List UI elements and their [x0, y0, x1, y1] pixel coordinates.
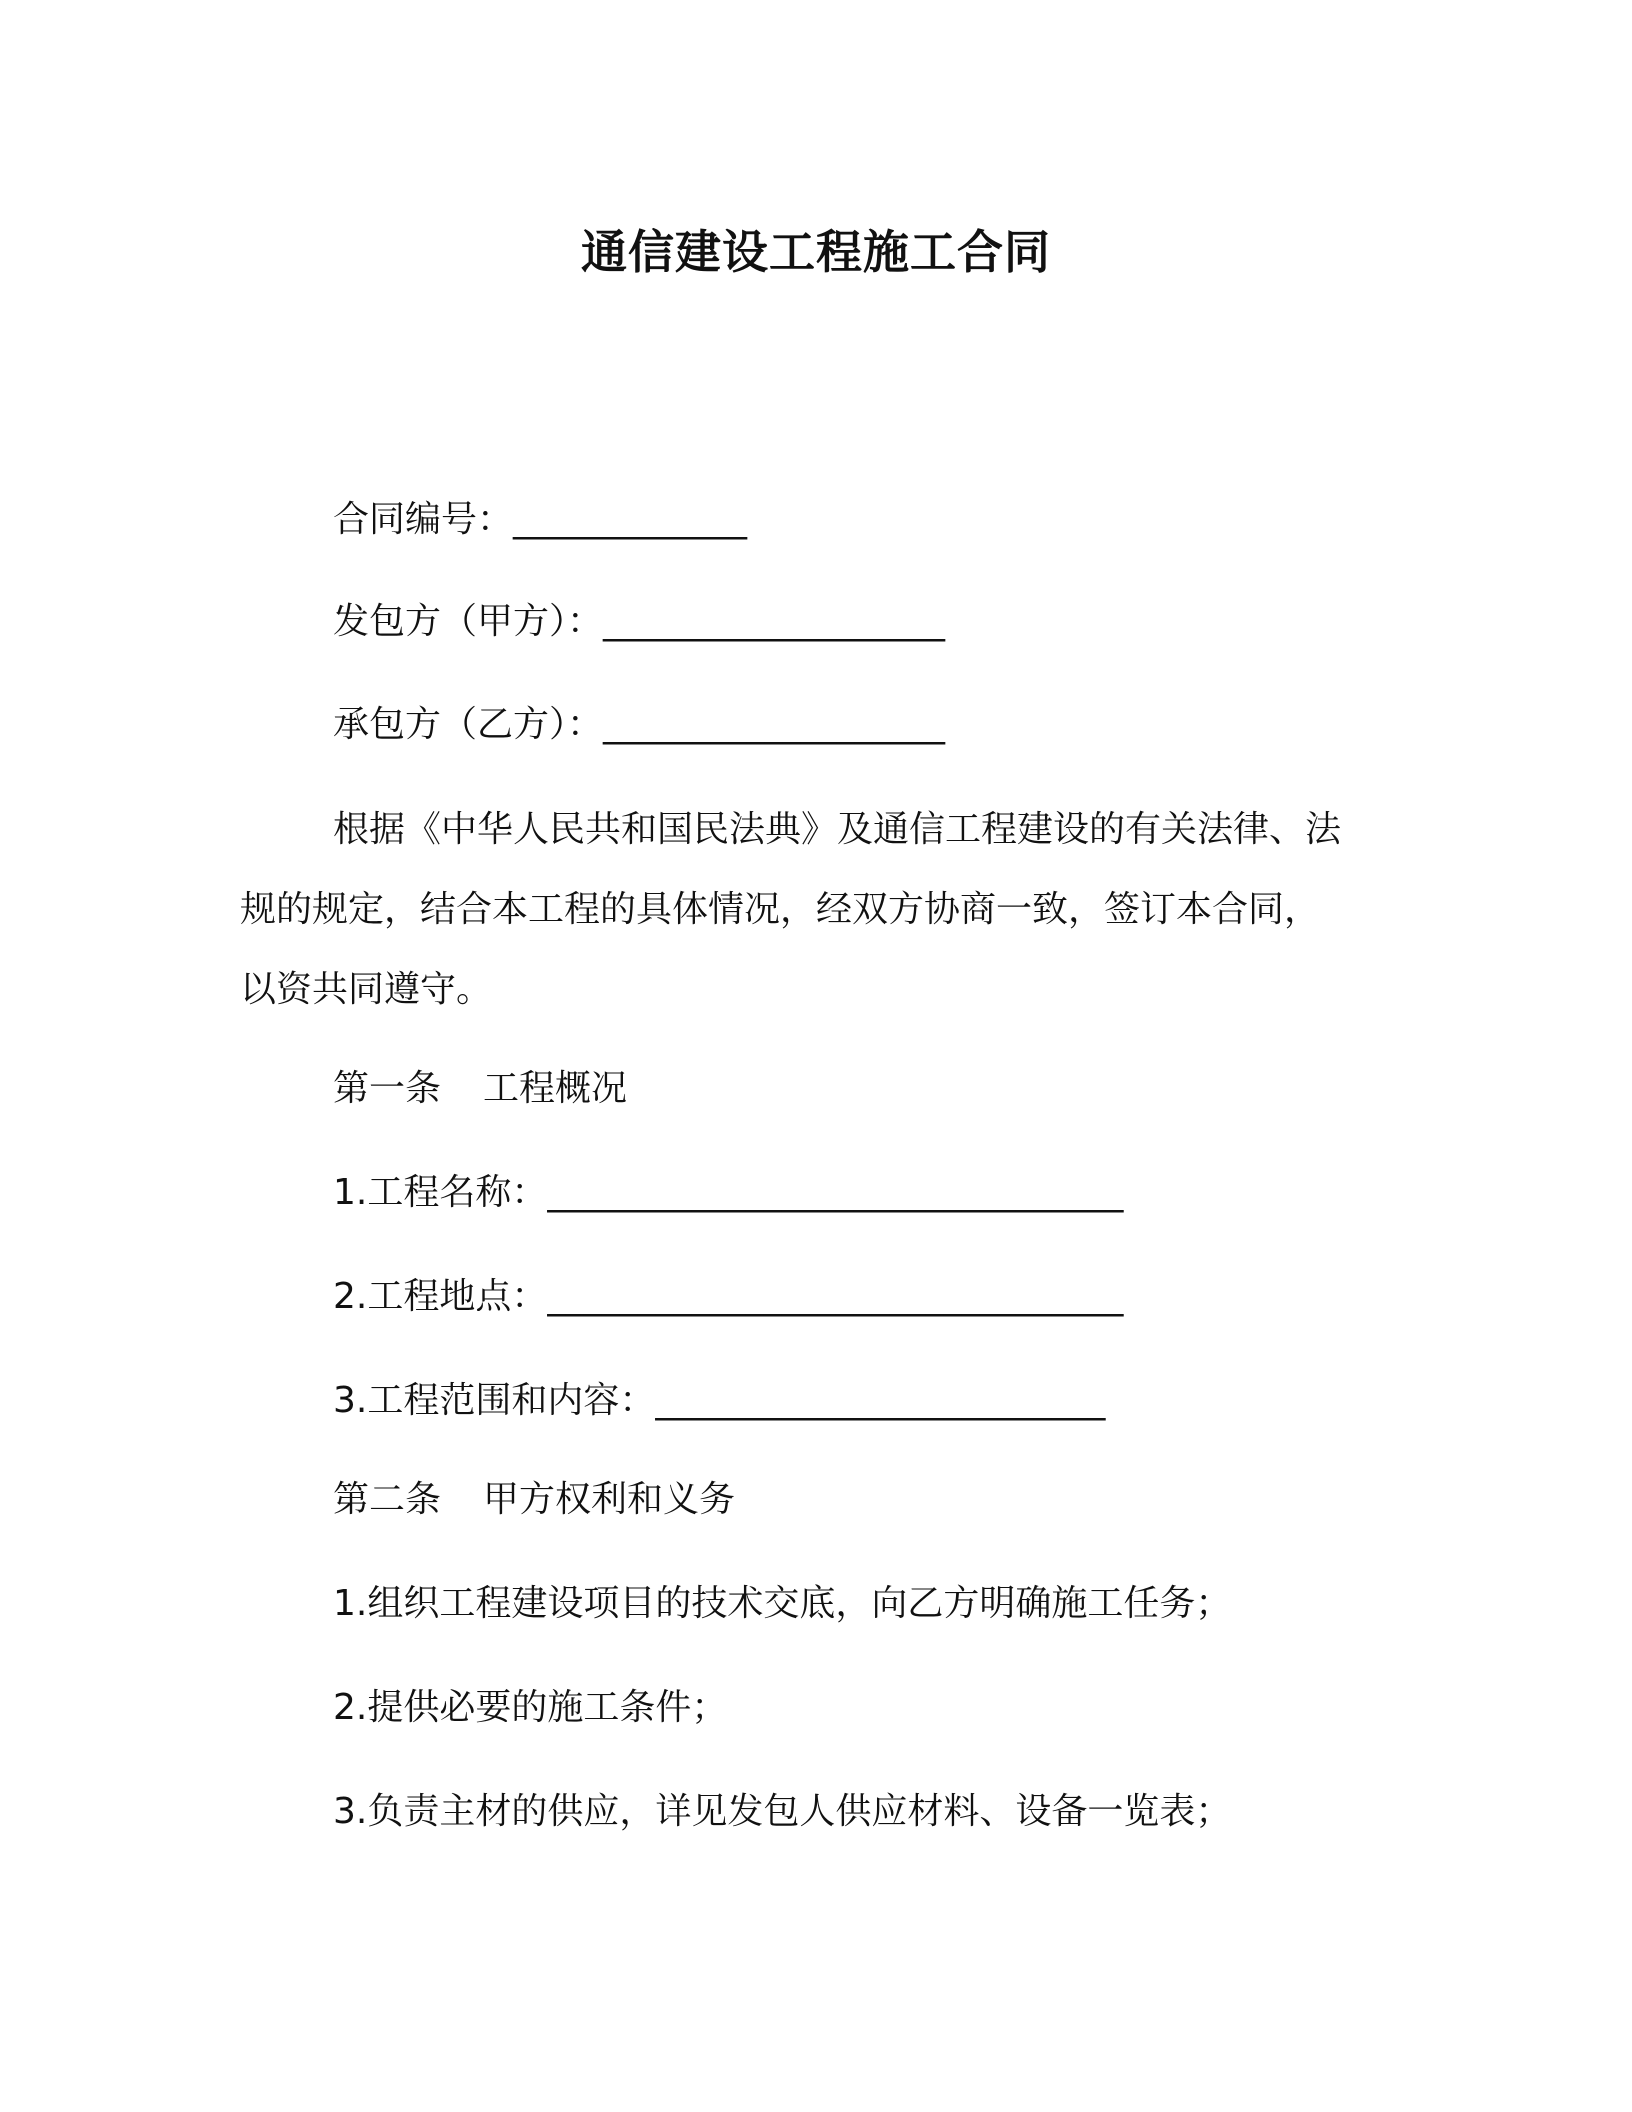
- document-title: 通信建设工程施工合同: [581, 225, 1051, 279]
- contract-number-line: [333, 495, 747, 545]
- preamble-paragraph: [240, 790, 1390, 1030]
- party-b-blank: ___________________: [603, 704, 946, 745]
- article-2-number: 第二条: [333, 1479, 442, 1520]
- preamble-line-2: 规的规定，结合本工程的具体情况，经双方协商一致，签订本合同，: [240, 889, 1321, 930]
- article-1-number: 第一条: [333, 1068, 442, 1109]
- party-a-blank: ___________________: [603, 601, 946, 642]
- contract-number-label: 合同编号：: [333, 499, 514, 540]
- project-name-blank: ________________________________: [547, 1172, 1124, 1213]
- article-1-heading: [333, 1064, 627, 1114]
- article-2-title: 甲方权利和义务: [483, 1479, 736, 1520]
- party-a-label: 发包方（甲方）：: [333, 601, 604, 642]
- article-2-item-3: 3.负责主材的供应，详见发包人供应材料、设备一览表；: [333, 1791, 1232, 1832]
- preamble-line-1: 根据《中华人民共和国民法典》及通信工程建设的有关法律、法: [333, 809, 1342, 850]
- preamble-line-3: 以资共同遵守。: [240, 969, 493, 1010]
- project-scope-label: 3.工程范围和内容：: [333, 1380, 656, 1421]
- party-b-line: [333, 700, 945, 750]
- project-location-blank: ________________________________: [547, 1276, 1124, 1317]
- article-1-item-2: [333, 1272, 1123, 1322]
- article-1-title: 工程概况: [483, 1068, 628, 1109]
- article-2-heading: [333, 1475, 735, 1525]
- project-name-label: 1.工程名称：: [333, 1172, 548, 1213]
- contract-number-blank: _____________: [513, 499, 748, 540]
- article-1-item-3: [333, 1376, 1105, 1426]
- article-2-item-2: 2.提供必要的施工条件；: [333, 1687, 728, 1728]
- article-1-item-1: [333, 1168, 1123, 1218]
- project-scope-blank: _________________________: [655, 1380, 1106, 1421]
- party-a-line: [333, 597, 945, 647]
- article-2-item-1: 1.组织工程建设项目的技术交底，向乙方明确施工任务；: [333, 1583, 1232, 1624]
- party-b-label: 承包方（乙方）：: [333, 704, 604, 745]
- project-location-label: 2.工程地点：: [333, 1276, 548, 1317]
